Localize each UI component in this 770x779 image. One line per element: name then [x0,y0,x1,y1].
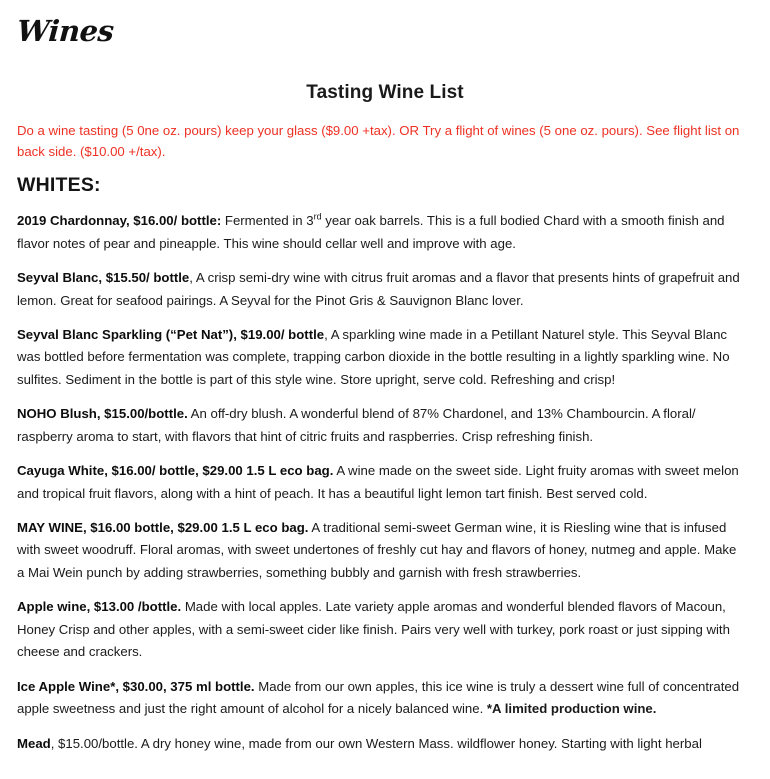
brand-logo: Wines [15,14,115,48]
wine-name: MAY WINE, $16.00 bottle, $29.00 1.5 L eco bag. [17,520,309,535]
tasting-note: Do a wine tasting (5 0ne oz. pours) keep your glass ($9.00 +tax). OR Try a flight of wines (5 one oz. pours). See flight list on back side. ($10.00 +/tax). [17,123,740,160]
wine-entry-seyval-blanc [17,267,747,312]
wine-description: An off-dry blush. A wonderful blend of 87% Chardonel, and 13% Chambourcin. A floral/ raspberry aroma to start, with flavors that hint of citric fruits and raspberries. Crisp refreshing finish. [17,406,696,444]
wine-description: , A crisp semi-dry wine with citrus fruit aromas and a flavor that presents hints of grapefruit and lemon. Great for seafood pairings. A Seyval for the Pinot Gris & Sauvignon Blanc lover. [17,270,740,308]
wine-name: Mead [17,735,51,751]
wine-name: NOHO Blush, $15.00/bottle. [17,406,188,422]
wine-description: A wine made on the sweet side. Light fruity aromas with sweet melon and tropical fruit flavors, along with a hint of peach. It has a beautiful light lemon tart finish. Best served cold. [17,463,739,501]
wine-name: Cayuga White, $16.00/ bottle, $29.00 1.5 L eco bag. [17,463,334,479]
wine-name: Seyval Blanc, $15.50/ bottle [17,270,190,286]
page-title: Tasting Wine List [306,82,464,103]
wine-entry-seyval-blanc-sparkling [17,324,747,391]
wine-entry-chardonnay [17,210,747,255]
wine-description: Made with local apples. Late variety apple aromas and wonderful blended flavors of Macoun, Honey Crisp and other apples, with a semi-sweet cider like finish. Pairs very well with turkey, pork roast or just sipping with cheese and crackers. [17,599,730,660]
wine-limited-production-note: *A limited production wine. [486,701,657,717]
section-heading-whites: WHITES: [17,173,101,196]
wine-name: 2019 Chardonnay, $16.00/ bottle: [17,213,222,229]
wine-entry-mead [17,733,747,755]
wine-name: Apple wine, $13.00 /bottle. [17,599,182,615]
wine-entry-noho-blush [17,403,747,448]
wine-entry-ice-apple-wine [17,676,747,721]
wine-description: , $15.00/bottle. A dry honey wine, made from our own Western Mass. wildflower honey. Starting with light herbal [50,735,702,751]
document-content [17,120,747,767]
wine-description: , A sparkling wine made in a Petillant Naturel style. This Seyval Blanc was bottled before fermentation was complete, trapping carbon dioxide in the bottle resulting in a lightly sparkling wine. No sulfites. Sediment in the bottle is part of this style wine. Store upright, serve cold. Refreshing and crisp! [17,326,730,387]
wine-description-pre: Fermented in 3 [221,213,314,229]
wine-description: Made from our own apples, this ice wine is truly a dessert wine full of concentrated apple sweetness and just the right amount of alcohol for a nicely balanced wine. [17,678,740,717]
wine-name: Ice Apple Wine*, $30.00, 375 ml bottle. [17,678,255,694]
wine-description-post: year oak barrels. This is a full bodied Chard with a smooth finish and flavor notes of pear and pineapple. This wine should cellar well and improve with age. [17,213,725,251]
wine-entry-cayuga-white [17,460,747,505]
wine-name: Seyval Blanc Sparkling (“Pet Nat”), $19.00/ bottle [17,326,325,342]
wine-entry-apple-wine [17,596,747,663]
ordinal-suffix: rd [313,211,322,222]
wine-description: A traditional semi-sweet German wine, it is Riesling wine that is infused with sweet woodruff. Floral aromas, with sweet undertones of freshly cut hay and flavors of honey, nutmeg and apple. Make a Mai Wein punch by adding strawberries, something bubbly and garnish with fresh strawberries. [17,520,737,580]
wine-entry-may-wine [17,517,747,584]
